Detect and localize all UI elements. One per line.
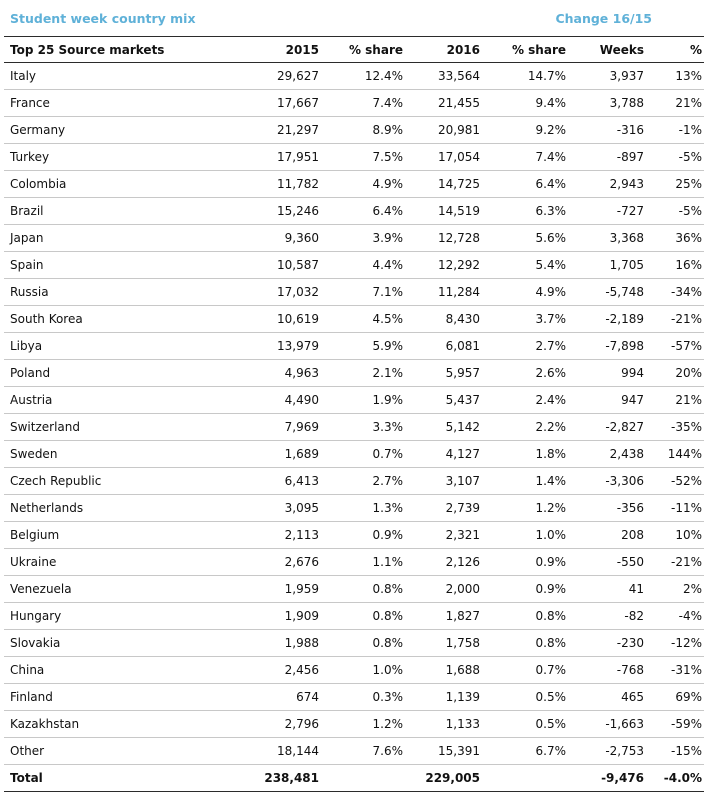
table-row <box>4 657 704 684</box>
cell-2015: 2,113 <box>209 522 319 549</box>
cell-percent: 144% <box>644 441 704 468</box>
cell-share-2016: 1.8% <box>480 441 566 468</box>
total-label: Total <box>4 765 209 792</box>
cell-market: Kazakhstan <box>4 711 209 738</box>
cell-share-2015: 7.4% <box>319 90 403 117</box>
cell-2015: 6,413 <box>209 468 319 495</box>
cell-percent: -31% <box>644 657 704 684</box>
cell-weeks: 3,368 <box>566 225 644 252</box>
cell-market: France <box>4 90 209 117</box>
cell-share-2015: 0.8% <box>319 576 403 603</box>
cell-share-2015: 1.0% <box>319 657 403 684</box>
header-market: Top 25 Source markets <box>4 37 209 63</box>
cell-percent: 13% <box>644 63 704 90</box>
table-row <box>4 603 704 630</box>
cell-share-2015: 0.8% <box>319 630 403 657</box>
cell-2016: 15,391 <box>403 738 480 765</box>
cell-2016: 12,292 <box>403 252 480 279</box>
cell-weeks: -2,189 <box>566 306 644 333</box>
header-row <box>4 37 704 63</box>
table-row <box>4 630 704 657</box>
cell-2015: 9,360 <box>209 225 319 252</box>
cell-market: Italy <box>4 63 209 90</box>
cell-2016: 11,284 <box>403 279 480 306</box>
cell-2015: 17,667 <box>209 90 319 117</box>
cell-percent: 36% <box>644 225 704 252</box>
cell-share-2016: 6.3% <box>480 198 566 225</box>
cell-2015: 4,963 <box>209 360 319 387</box>
cell-2016: 5,957 <box>403 360 480 387</box>
cell-market: Spain <box>4 252 209 279</box>
table-row <box>4 387 704 414</box>
cell-2015: 21,297 <box>209 117 319 144</box>
cell-market: Japan <box>4 225 209 252</box>
cell-weeks: 1,705 <box>566 252 644 279</box>
table-row <box>4 522 704 549</box>
cell-2016: 8,430 <box>403 306 480 333</box>
cell-2015: 10,619 <box>209 306 319 333</box>
cell-weeks: 465 <box>566 684 644 711</box>
cell-percent: -1% <box>644 117 704 144</box>
source-markets-table <box>4 37 704 792</box>
cell-weeks: -230 <box>566 630 644 657</box>
cell-market: China <box>4 657 209 684</box>
cell-2015: 2,796 <box>209 711 319 738</box>
cell-share-2015: 7.5% <box>319 144 403 171</box>
cell-share-2016: 0.5% <box>480 684 566 711</box>
header-share-2016: % share <box>480 37 566 63</box>
total-share-2016 <box>480 765 566 792</box>
cell-percent: -35% <box>644 414 704 441</box>
total-weeks: -9,476 <box>566 765 644 792</box>
table-row <box>4 441 704 468</box>
cell-percent: -5% <box>644 144 704 171</box>
table-row <box>4 468 704 495</box>
cell-share-2016: 0.7% <box>480 657 566 684</box>
cell-share-2016: 3.7% <box>480 306 566 333</box>
total-percent: -4.0% <box>644 765 704 792</box>
cell-percent: -12% <box>644 630 704 657</box>
table-row <box>4 171 704 198</box>
cell-share-2016: 14.7% <box>480 63 566 90</box>
table-row <box>4 90 704 117</box>
cell-2016: 2,739 <box>403 495 480 522</box>
cell-share-2016: 2.6% <box>480 360 566 387</box>
cell-market: Poland <box>4 360 209 387</box>
cell-percent: -57% <box>644 333 704 360</box>
cell-2016: 14,519 <box>403 198 480 225</box>
cell-2016: 21,455 <box>403 90 480 117</box>
table-row <box>4 414 704 441</box>
cell-share-2016: 2.7% <box>480 333 566 360</box>
cell-share-2015: 8.9% <box>319 117 403 144</box>
total-2016: 229,005 <box>403 765 480 792</box>
cell-2016: 2,000 <box>403 576 480 603</box>
cell-weeks: -897 <box>566 144 644 171</box>
cell-percent: 21% <box>644 90 704 117</box>
cell-market: Other <box>4 738 209 765</box>
cell-share-2016: 6.4% <box>480 171 566 198</box>
table-row <box>4 306 704 333</box>
cell-share-2016: 5.6% <box>480 225 566 252</box>
cell-share-2016: 0.5% <box>480 711 566 738</box>
cell-weeks: -1,663 <box>566 711 644 738</box>
cell-2015: 17,951 <box>209 144 319 171</box>
cell-weeks: 2,438 <box>566 441 644 468</box>
report-table-container <box>4 0 704 792</box>
table-row <box>4 225 704 252</box>
cell-share-2016: 4.9% <box>480 279 566 306</box>
cell-2016: 1,758 <box>403 630 480 657</box>
table-row <box>4 738 704 765</box>
cell-2015: 7,969 <box>209 414 319 441</box>
cell-share-2016: 6.7% <box>480 738 566 765</box>
cell-2016: 6,081 <box>403 333 480 360</box>
cell-percent: -15% <box>644 738 704 765</box>
table-row <box>4 549 704 576</box>
cell-2016: 5,142 <box>403 414 480 441</box>
total-share-2015 <box>319 765 403 792</box>
cell-share-2015: 4.5% <box>319 306 403 333</box>
table-row <box>4 333 704 360</box>
cell-2016: 1,133 <box>403 711 480 738</box>
cell-share-2015: 3.9% <box>319 225 403 252</box>
cell-2016: 1,827 <box>403 603 480 630</box>
cell-market: Ukraine <box>4 549 209 576</box>
cell-2015: 674 <box>209 684 319 711</box>
cell-share-2016: 0.8% <box>480 603 566 630</box>
cell-weeks: -3,306 <box>566 468 644 495</box>
cell-share-2015: 1.1% <box>319 549 403 576</box>
cell-share-2015: 1.9% <box>319 387 403 414</box>
cell-market: Turkey <box>4 144 209 171</box>
cell-weeks: -356 <box>566 495 644 522</box>
cell-2015: 1,959 <box>209 576 319 603</box>
table-row <box>4 360 704 387</box>
cell-percent: 16% <box>644 252 704 279</box>
cell-2016: 1,688 <box>403 657 480 684</box>
cell-share-2016: 0.8% <box>480 630 566 657</box>
header-share-2015: % share <box>319 37 403 63</box>
cell-2015: 1,689 <box>209 441 319 468</box>
table-row <box>4 495 704 522</box>
cell-weeks: -82 <box>566 603 644 630</box>
cell-market: South Korea <box>4 306 209 333</box>
cell-2016: 17,054 <box>403 144 480 171</box>
cell-market: Sweden <box>4 441 209 468</box>
cell-share-2015: 2.7% <box>319 468 403 495</box>
cell-share-2015: 4.9% <box>319 171 403 198</box>
cell-share-2016: 9.2% <box>480 117 566 144</box>
cell-share-2016: 2.2% <box>480 414 566 441</box>
cell-weeks: -7,898 <box>566 333 644 360</box>
change-label: Change 16/15 <box>555 11 652 26</box>
cell-market: Austria <box>4 387 209 414</box>
cell-2015: 15,246 <box>209 198 319 225</box>
cell-percent: 2% <box>644 576 704 603</box>
cell-market: Hungary <box>4 603 209 630</box>
total-2015: 238,481 <box>209 765 319 792</box>
cell-share-2016: 1.0% <box>480 522 566 549</box>
cell-market: Venezuela <box>4 576 209 603</box>
cell-percent: 69% <box>644 684 704 711</box>
cell-2016: 20,981 <box>403 117 480 144</box>
cell-2016: 1,139 <box>403 684 480 711</box>
cell-market: Brazil <box>4 198 209 225</box>
cell-share-2016: 0.9% <box>480 576 566 603</box>
table-row <box>4 684 704 711</box>
cell-market: Netherlands <box>4 495 209 522</box>
cell-percent: -5% <box>644 198 704 225</box>
cell-market: Czech Republic <box>4 468 209 495</box>
header-2015: 2015 <box>209 37 319 63</box>
cell-percent: -59% <box>644 711 704 738</box>
cell-2015: 4,490 <box>209 387 319 414</box>
cell-2015: 13,979 <box>209 333 319 360</box>
cell-share-2016: 7.4% <box>480 144 566 171</box>
cell-percent: -52% <box>644 468 704 495</box>
cell-percent: -11% <box>644 495 704 522</box>
cell-2016: 33,564 <box>403 63 480 90</box>
cell-percent: -4% <box>644 603 704 630</box>
cell-weeks: -550 <box>566 549 644 576</box>
cell-weeks: 947 <box>566 387 644 414</box>
cell-weeks: 3,788 <box>566 90 644 117</box>
cell-2016: 14,725 <box>403 171 480 198</box>
header-percent: % <box>644 37 704 63</box>
cell-percent: 20% <box>644 360 704 387</box>
cell-2016: 5,437 <box>403 387 480 414</box>
cell-share-2015: 0.3% <box>319 684 403 711</box>
cell-2015: 2,456 <box>209 657 319 684</box>
cell-percent: -21% <box>644 306 704 333</box>
cell-weeks: 41 <box>566 576 644 603</box>
cell-share-2015: 0.8% <box>319 603 403 630</box>
table-row <box>4 117 704 144</box>
cell-2015: 18,144 <box>209 738 319 765</box>
total-row <box>4 765 704 792</box>
cell-percent: 21% <box>644 387 704 414</box>
cell-share-2015: 2.1% <box>319 360 403 387</box>
cell-share-2015: 5.9% <box>319 333 403 360</box>
cell-share-2015: 6.4% <box>319 198 403 225</box>
cell-2016: 3,107 <box>403 468 480 495</box>
cell-share-2015: 1.3% <box>319 495 403 522</box>
cell-2015: 3,095 <box>209 495 319 522</box>
cell-2015: 2,676 <box>209 549 319 576</box>
cell-market: Russia <box>4 279 209 306</box>
cell-percent: -21% <box>644 549 704 576</box>
cell-market: Germany <box>4 117 209 144</box>
cell-weeks: 3,937 <box>566 63 644 90</box>
cell-2015: 1,909 <box>209 603 319 630</box>
cell-share-2015: 3.3% <box>319 414 403 441</box>
cell-share-2015: 7.1% <box>319 279 403 306</box>
table-row <box>4 198 704 225</box>
cell-share-2015: 12.4% <box>319 63 403 90</box>
cell-weeks: 994 <box>566 360 644 387</box>
cell-share-2016: 2.4% <box>480 387 566 414</box>
cell-2016: 2,321 <box>403 522 480 549</box>
cell-share-2015: 4.4% <box>319 252 403 279</box>
cell-2015: 17,032 <box>209 279 319 306</box>
cell-weeks: 208 <box>566 522 644 549</box>
table-row <box>4 144 704 171</box>
table-body <box>4 63 704 765</box>
cell-2016: 2,126 <box>403 549 480 576</box>
cell-market: Colombia <box>4 171 209 198</box>
header-2016: 2016 <box>403 37 480 63</box>
cell-share-2015: 1.2% <box>319 711 403 738</box>
cell-weeks: -768 <box>566 657 644 684</box>
cell-share-2016: 1.2% <box>480 495 566 522</box>
cell-weeks: -2,827 <box>566 414 644 441</box>
cell-percent: -34% <box>644 279 704 306</box>
table-row <box>4 576 704 603</box>
cell-share-2016: 0.9% <box>480 549 566 576</box>
cell-share-2016: 5.4% <box>480 252 566 279</box>
cell-market: Belgium <box>4 522 209 549</box>
cell-market: Slovakia <box>4 630 209 657</box>
cell-weeks: -727 <box>566 198 644 225</box>
cell-market: Libya <box>4 333 209 360</box>
table-row <box>4 63 704 90</box>
cell-share-2015: 7.6% <box>319 738 403 765</box>
cell-2015: 11,782 <box>209 171 319 198</box>
table-title: Student week country mix <box>10 10 196 26</box>
title-bar <box>4 0 704 37</box>
table-row <box>4 279 704 306</box>
cell-weeks: -5,748 <box>566 279 644 306</box>
cell-weeks: 2,943 <box>566 171 644 198</box>
cell-share-2015: 0.7% <box>319 441 403 468</box>
cell-share-2016: 1.4% <box>480 468 566 495</box>
cell-weeks: -316 <box>566 117 644 144</box>
cell-share-2016: 9.4% <box>480 90 566 117</box>
cell-2015: 1,988 <box>209 630 319 657</box>
cell-market: Switzerland <box>4 414 209 441</box>
cell-percent: 10% <box>644 522 704 549</box>
cell-share-2015: 0.9% <box>319 522 403 549</box>
cell-2015: 10,587 <box>209 252 319 279</box>
table-row <box>4 711 704 738</box>
table-row <box>4 252 704 279</box>
cell-2015: 29,627 <box>209 63 319 90</box>
cell-2016: 4,127 <box>403 441 480 468</box>
cell-weeks: -2,753 <box>566 738 644 765</box>
header-weeks: Weeks <box>566 37 644 63</box>
cell-2016: 12,728 <box>403 225 480 252</box>
cell-market: Finland <box>4 684 209 711</box>
cell-percent: 25% <box>644 171 704 198</box>
